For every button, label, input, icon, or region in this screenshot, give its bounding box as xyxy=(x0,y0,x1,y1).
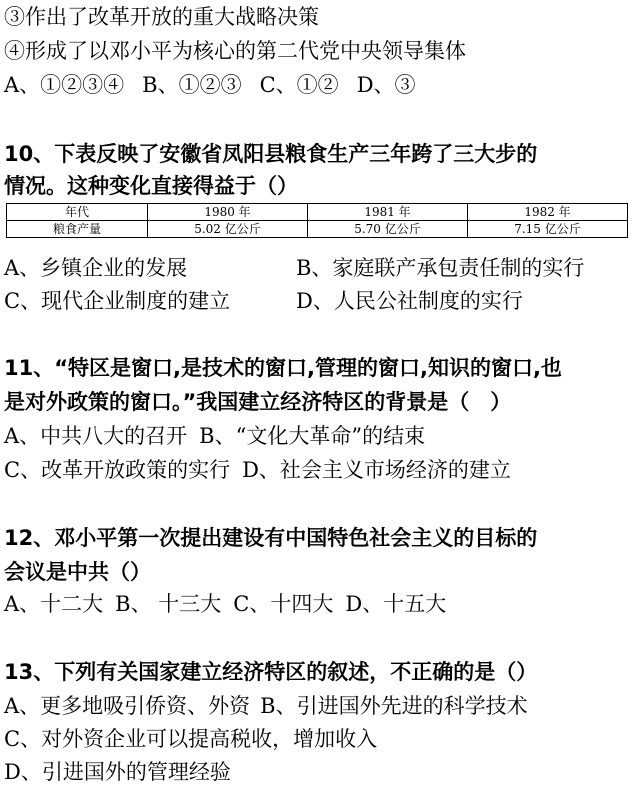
table-cell: 5.02 亿公斤 xyxy=(148,221,308,238)
q13-option-a: A、更多地吸引侨资、外资 xyxy=(4,694,251,718)
q11-stem-line-2: 是对外政策的窗口。”我国建立经济特区的背景是（ ） xyxy=(4,390,512,414)
table-cell: 7.15 亿公斤 xyxy=(468,221,628,238)
prev-options xyxy=(4,70,416,100)
table-cell: 1980 年 xyxy=(148,204,308,221)
q12-option-c: C、十四大 xyxy=(233,592,334,616)
table-cell: 粮食产量 xyxy=(7,221,148,238)
q12-stem-line-2: 会议是中共（） xyxy=(4,560,151,584)
prev-option-d: D、③ xyxy=(356,73,416,97)
table-header-row xyxy=(7,204,628,221)
prev-option-b: B、①②③ xyxy=(142,73,242,97)
q10-options-row-1 xyxy=(4,253,584,283)
q12-option-d: D、十五大 xyxy=(345,592,447,616)
q11-option-b: B、“文化大革命”的结束 xyxy=(199,424,426,448)
q13-option-d: D、引进国外的管理经验 xyxy=(4,760,231,784)
q12-option-b: B、 十三大 xyxy=(115,592,222,616)
q11-stem-line-1: 11、“特区是窗口,是技术的窗口,管理的窗口,知识的窗口,也 xyxy=(4,356,562,380)
table-cell: 年代 xyxy=(7,204,148,221)
table-cell: 1982 年 xyxy=(468,204,628,221)
q11-option-c: C、改革开放政策的实行 xyxy=(4,458,231,482)
grain-output-table xyxy=(6,203,628,238)
q12-option-a: A、十二大 xyxy=(4,592,104,616)
prev-item-4: ④形成了以邓小平为核心的第二代党中央领导集体 xyxy=(4,39,466,63)
q10-option-a: A、乡镇企业的发展 xyxy=(4,256,188,280)
q11-option-a: A、中共八大的召开 xyxy=(4,424,188,448)
q10-options-row-2 xyxy=(4,286,523,316)
table-cell: 5.70 亿公斤 xyxy=(308,221,468,238)
q13-option-c: C、对外资企业可以提高税收，增加收入 xyxy=(4,727,378,751)
q10-option-d: D、人民公社制度的实行 xyxy=(296,289,523,313)
prev-option-c: C、①② xyxy=(259,73,339,97)
q10-stem-line-2: 情况。这种变化直接得益于（） xyxy=(4,174,298,198)
prev-item-3: ③作出了改革开放的重大战略决策 xyxy=(4,5,319,29)
table-cell: 1981 年 xyxy=(308,204,468,221)
table-row xyxy=(7,221,628,238)
q13-option-b: B、引进国外先进的科学技术 xyxy=(260,694,528,718)
q13-stem: 13、下列有关国家建立经济特区的叙述，不正确的是（） xyxy=(4,660,538,684)
q10-option-c: C、现代企业制度的建立 xyxy=(4,289,231,313)
q11-option-d: D、社会主义市场经济的建立 xyxy=(242,458,511,482)
q12-options xyxy=(4,589,446,619)
prev-option-a: A、①②③④ xyxy=(4,73,125,97)
q12-stem-line-1: 12、邓小平第一次提出建设有中国特色社会主义的目标的 xyxy=(4,526,538,550)
q11-options-row-1 xyxy=(4,421,425,451)
q10-option-b: B、家庭联产承包责任制的实行 xyxy=(296,256,585,280)
q10-stem-line-1: 10、下表反映了安徽省凤阳县粮食生产三年跨了三大步的 xyxy=(4,142,538,166)
q13-options-row-1 xyxy=(4,691,528,721)
q11-options-row-2 xyxy=(4,455,511,485)
